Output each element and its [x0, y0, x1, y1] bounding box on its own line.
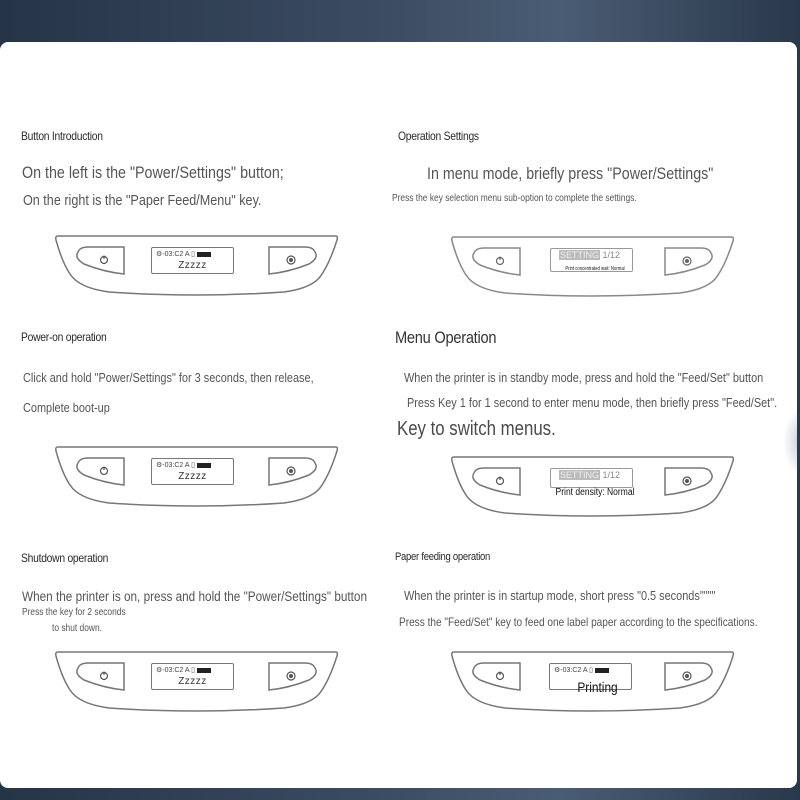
instruction-line: In menu mode, briefly press "Power/Settings" [427, 164, 714, 183]
power-button[interactable] [78, 663, 124, 690]
battery-icon [197, 668, 211, 673]
feed-button[interactable] [665, 248, 711, 275]
lcd-status-line: ⚙-03:C2 A ▯ [156, 666, 211, 674]
battery-icon [197, 463, 211, 468]
feed-button[interactable] [665, 468, 711, 495]
instruction-line: On the right is the "Paper Feed/Menu" key. [23, 192, 262, 209]
lcd-main-text: Zzzzz [178, 260, 207, 271]
battery-icon [595, 668, 609, 673]
lcd-display [151, 247, 234, 274]
lcd-status-line: ⚙-03:C2 A ▯ [156, 250, 211, 258]
printer-control-panel [54, 232, 339, 298]
instruction-line: When the printer is on, press and hold the "Power/Settings" button [22, 588, 368, 604]
section-title: Button Introduction [21, 129, 103, 143]
lcd-display [151, 458, 234, 485]
lcd-main-text: Zzzzz [178, 676, 207, 687]
lcd-overlay-text: Printing [577, 679, 618, 695]
lcd-overlay-text: Print concentrated wait: Normal [565, 266, 625, 272]
section-title: Operation Settings [398, 129, 479, 143]
printer-control-panel [54, 648, 339, 714]
printer-control-panel [450, 233, 735, 299]
feed-button[interactable] [269, 663, 315, 690]
lcd-menu-line: SETTING 1/12 [560, 470, 621, 480]
instruction-line: Press the key for 2 seconds [22, 607, 126, 618]
decorative-glow [783, 407, 797, 477]
instruction-line: Click and hold "Power/Settings" for 3 seconds, then release, [23, 370, 314, 385]
instruction-card [0, 42, 797, 788]
instruction-line: Press the "Feed/Set" key to feed one label paper according to the specifications. [399, 615, 758, 629]
lcd-main-text: Zzzzz [178, 471, 207, 482]
instruction-line: Press Key 1 for 1 second to enter menu mode, then briefly press "Feed/Set". [407, 395, 778, 410]
section-paper-feeding [395, 551, 795, 651]
section-title: Shutdown operation [21, 551, 109, 565]
power-button[interactable] [474, 468, 520, 495]
printer-control-panel [54, 443, 339, 509]
battery-icon [197, 252, 211, 257]
feed-button[interactable] [269, 247, 315, 274]
power-button[interactable] [78, 458, 124, 485]
lcd-menu-line: SETTING 1/12 [560, 250, 621, 260]
lcd-display [550, 468, 633, 488]
lcd-status-line: ⚙-03:C2 A ▯ [156, 461, 211, 469]
instruction-line: Complete boot-up [23, 400, 110, 415]
section-shutdown [21, 551, 396, 651]
section-title: Paper feeding operation [395, 551, 491, 563]
section-title: Power-on operation [21, 330, 107, 344]
section-power-on [21, 330, 391, 430]
instruction-line: to shut down. [52, 623, 102, 634]
section-menu-operation [395, 328, 795, 448]
power-button[interactable] [474, 663, 520, 690]
lcd-overlay-text: Print density: Normal [555, 487, 635, 498]
feed-button[interactable] [269, 458, 315, 485]
printer-control-panel [450, 648, 735, 714]
instruction-line: When the printer is in startup mode, short press "0.5 seconds"""" [404, 588, 716, 603]
lcd-display [151, 663, 234, 690]
instruction-line: On the left is the "Power/Settings" button; [22, 163, 284, 182]
feed-button[interactable] [665, 663, 711, 690]
instruction-line: Key to switch menus. [397, 418, 556, 440]
printer-control-panel [450, 453, 735, 519]
instruction-line: When the printer is in standby mode, press and hold the "Feed/Set" button [404, 370, 764, 385]
power-button[interactable] [474, 248, 520, 275]
instruction-line: Press the key selection menu sub-option to complete the settings. [392, 193, 637, 204]
lcd-status-line: ⚙-03:C2 A ▯ [554, 666, 609, 674]
power-button[interactable] [78, 247, 124, 274]
section-title: Menu Operation [395, 328, 497, 347]
